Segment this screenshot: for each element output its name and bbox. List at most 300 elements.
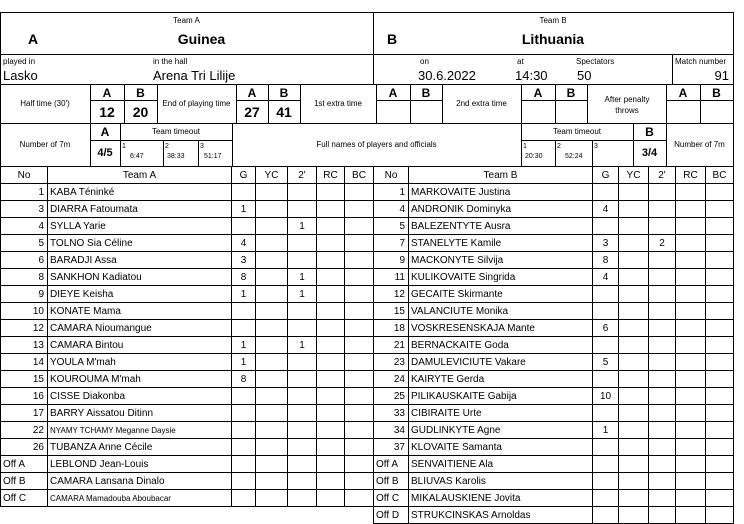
- goals-cell: 4: [593, 201, 619, 218]
- red-card-cell: [676, 218, 706, 235]
- player-number: 9: [374, 252, 409, 269]
- goals-cell: 5: [593, 354, 619, 371]
- yellow-card-cell: [619, 286, 649, 303]
- table-row: [374, 218, 734, 235]
- official-blank-cell: [706, 456, 734, 473]
- extra2-label: 2nd extra time: [456, 99, 507, 108]
- player-number: 9: [1, 286, 48, 303]
- goals-cell: [593, 286, 619, 303]
- official-blank-cell: [649, 490, 676, 507]
- table-row: [374, 337, 734, 354]
- team-b-roster-table: [373, 166, 734, 524]
- official-blank-cell: [649, 456, 676, 473]
- yellow-card-cell: [256, 286, 288, 303]
- goals-cell: [232, 405, 256, 422]
- end-col-b: B: [279, 86, 289, 100]
- col-rc-header: RC: [676, 167, 706, 184]
- player-name: TOLNO Sia Céline: [48, 235, 232, 252]
- official-blank-cell: [676, 473, 706, 490]
- official-blank-cell: [706, 473, 734, 490]
- two-minute-cell: [649, 286, 676, 303]
- goals-cell: 1: [232, 354, 256, 371]
- two-minute-cell: [288, 354, 317, 371]
- two-minute-cell: [649, 405, 676, 422]
- red-card-cell: [317, 184, 345, 201]
- official-name: SENVAITIENE Ala: [409, 456, 593, 473]
- extra1-col-b: B: [421, 86, 431, 100]
- player-name: GUDLINKYTE Agne: [409, 422, 593, 439]
- player-name: KOUROUMA M'mah: [48, 371, 232, 388]
- blue-card-cell: [706, 320, 734, 337]
- official-blank-cell: [619, 473, 649, 490]
- player-name: KABA Téninké: [48, 184, 232, 201]
- player-number: 4: [1, 218, 48, 235]
- player-number: 5: [374, 218, 409, 235]
- red-card-cell: [676, 405, 706, 422]
- col-bc-header: BC: [345, 167, 374, 184]
- official-role: Off A: [374, 456, 409, 473]
- goals-cell: [232, 184, 256, 201]
- red-card-cell: [676, 201, 706, 218]
- goals-cell: [232, 218, 256, 235]
- player-number: 24: [374, 371, 409, 388]
- team-a-header-row: [1, 167, 374, 184]
- half-col-a: A: [102, 86, 112, 100]
- blue-card-cell: [706, 252, 734, 269]
- official-role: Off C: [1, 490, 48, 507]
- two-minute-cell: [288, 303, 317, 320]
- official-row: [1, 473, 374, 490]
- player-name: YOULA M'mah: [48, 354, 232, 371]
- goals-cell: [593, 303, 619, 320]
- player-name: KAIRYTE Gerda: [409, 371, 593, 388]
- official-role: Off B: [374, 473, 409, 490]
- official-name: CAMARA Mamadouba Aboubacar: [48, 490, 232, 507]
- player-number: 23: [374, 354, 409, 371]
- table-row: [374, 439, 734, 456]
- two-minute-cell: [649, 388, 676, 405]
- official-blank-cell: [619, 507, 649, 524]
- col-2min-header: 2': [649, 167, 676, 184]
- yellow-card-cell: [619, 371, 649, 388]
- official-blank-cell: [256, 490, 288, 507]
- two-minute-cell: [649, 184, 676, 201]
- spectators-label: Spectators: [576, 57, 615, 66]
- goals-cell: 6: [593, 320, 619, 337]
- goals-cell: 8: [593, 252, 619, 269]
- player-number: 7: [374, 235, 409, 252]
- goals-cell: [593, 337, 619, 354]
- table-row: [1, 354, 374, 371]
- yellow-card-cell: [619, 422, 649, 439]
- red-card-cell: [676, 422, 706, 439]
- col-goals-header: G: [232, 167, 256, 184]
- official-name: CAMARA Lansana Dinalo: [48, 473, 232, 490]
- table-row: [1, 286, 374, 303]
- hall-value: Arena Tri Lilije: [153, 68, 236, 83]
- timeout-a-2-time: 38:33: [167, 153, 185, 160]
- table-row: [374, 269, 734, 286]
- timeout-a-1-num: 1: [122, 143, 126, 150]
- official-blank-cell: [593, 456, 619, 473]
- table-row: [1, 303, 374, 320]
- blue-card-cell: [345, 405, 374, 422]
- yellow-card-cell: [256, 405, 288, 422]
- yellow-card-cell: [256, 184, 288, 201]
- official-blank-cell: [288, 473, 317, 490]
- table-row: [374, 286, 734, 303]
- goals-cell: [593, 439, 619, 456]
- table-row: [374, 235, 734, 252]
- goals-cell: 1: [232, 337, 256, 354]
- official-blank-cell: [288, 456, 317, 473]
- official-blank-cell: [345, 456, 374, 473]
- table-row: [1, 252, 374, 269]
- timeout-b-2-time: 52:24: [565, 153, 583, 160]
- official-blank-cell: [619, 490, 649, 507]
- two-minute-cell: [288, 371, 317, 388]
- blue-card-cell: [345, 422, 374, 439]
- player-number: 14: [1, 354, 48, 371]
- sevens-value-a: 4/5: [97, 147, 113, 159]
- two-minute-cell: [649, 337, 676, 354]
- timeout-a-3-time: 51:17: [204, 153, 222, 160]
- match-number-value: 91: [714, 68, 729, 83]
- player-name: MACKONYTE Silvija: [409, 252, 593, 269]
- goals-cell: 10: [593, 388, 619, 405]
- blue-card-cell: [345, 303, 374, 320]
- blue-card-cell: [345, 269, 374, 286]
- yellow-card-cell: [256, 337, 288, 354]
- red-card-cell: [317, 405, 345, 422]
- blue-card-cell: [345, 252, 374, 269]
- team-a-letter: A: [28, 31, 39, 47]
- player-number: 37: [374, 439, 409, 456]
- yellow-card-cell: [619, 388, 649, 405]
- red-card-cell: [676, 337, 706, 354]
- official-row: [374, 507, 734, 524]
- timeout-b-1-num: 1: [523, 143, 527, 150]
- blue-card-cell: [706, 303, 734, 320]
- blue-card-cell: [345, 286, 374, 303]
- player-number: 12: [374, 286, 409, 303]
- player-name: DIEYE Keisha: [48, 286, 232, 303]
- timeout-b-2-num: 2: [557, 143, 561, 150]
- player-name: BALEZENTYTE Ausra: [409, 218, 593, 235]
- official-row: [374, 456, 734, 473]
- goals-cell: [593, 218, 619, 235]
- yellow-card-cell: [619, 303, 649, 320]
- player-name: GECAITE Skirmante: [409, 286, 593, 303]
- half-time-label: Half time (30'): [20, 99, 70, 108]
- blue-card-cell: [706, 439, 734, 456]
- team-b-header-row: [374, 167, 734, 184]
- blue-card-cell: [706, 405, 734, 422]
- blue-card-cell: [706, 354, 734, 371]
- blue-card-cell: [345, 371, 374, 388]
- goals-cell: [232, 439, 256, 456]
- official-blank-cell: [317, 473, 345, 490]
- goals-cell: [593, 405, 619, 422]
- player-number: 18: [374, 320, 409, 337]
- official-name: STRUKCINSKAS Arnoldas: [409, 507, 593, 524]
- col-yc-header: YC: [619, 167, 649, 184]
- table-row: [374, 320, 734, 337]
- official-role: Off A: [1, 456, 48, 473]
- player-number: 15: [1, 371, 48, 388]
- two-minute-cell: [288, 184, 317, 201]
- penalty-label: After penalty throws: [604, 95, 650, 115]
- player-name: NYAMY TCHAMY Meganne Daysie: [48, 422, 232, 439]
- goals-cell: [232, 303, 256, 320]
- col-team-b-header: Team B: [409, 167, 593, 184]
- official-role: Off C: [374, 490, 409, 507]
- full-names-label: Full names of players and officials: [316, 140, 437, 149]
- red-card-cell: [317, 371, 345, 388]
- goals-cell: 3: [593, 235, 619, 252]
- team-b-name: Lithuania: [521, 31, 585, 47]
- red-card-cell: [317, 439, 345, 456]
- player-name: DIARRA Fatoumata: [48, 201, 232, 218]
- two-minute-cell: 2: [649, 235, 676, 252]
- table-row: [374, 388, 734, 405]
- player-number: 21: [374, 337, 409, 354]
- official-blank-cell: [317, 456, 345, 473]
- two-minute-cell: [288, 252, 317, 269]
- sevens-value-b: 3/4: [641, 147, 658, 159]
- red-card-cell: [676, 184, 706, 201]
- yellow-card-cell: [256, 371, 288, 388]
- table-row: [1, 218, 374, 235]
- red-card-cell: [676, 252, 706, 269]
- official-blank-cell: [317, 490, 345, 507]
- col-bc-header: BC: [706, 167, 734, 184]
- blue-card-cell: [345, 184, 374, 201]
- two-minute-cell: [649, 201, 676, 218]
- col-no-header: No: [374, 167, 409, 184]
- yellow-card-cell: [256, 303, 288, 320]
- goals-cell: 4: [593, 269, 619, 286]
- col-2min-header: 2': [288, 167, 317, 184]
- player-name: DAMULEVICIUTE Vakare: [409, 354, 593, 371]
- yellow-card-cell: [256, 320, 288, 337]
- blue-card-cell: [706, 269, 734, 286]
- player-number: 4: [374, 201, 409, 218]
- table-row: [1, 439, 374, 456]
- table-row: [374, 371, 734, 388]
- two-minute-cell: [649, 252, 676, 269]
- official-blank-cell: [676, 456, 706, 473]
- yellow-card-cell: [256, 439, 288, 456]
- official-blank-cell: [593, 507, 619, 524]
- two-minute-cell: [649, 439, 676, 456]
- player-name: VALANCIUTE Monika: [409, 303, 593, 320]
- player-number: 3: [1, 201, 48, 218]
- player-name: MARKOVAITE Justina: [409, 184, 593, 201]
- player-name: CIBIRAITE Urte: [409, 405, 593, 422]
- player-name: CAMARA Bintou: [48, 337, 232, 354]
- player-number: 25: [374, 388, 409, 405]
- blue-card-cell: [706, 184, 734, 201]
- red-card-cell: [317, 320, 345, 337]
- timeout-a-1: [122, 142, 144, 162]
- two-minute-cell: [288, 405, 317, 422]
- red-card-cell: [317, 218, 345, 235]
- red-card-cell: [317, 422, 345, 439]
- blue-card-cell: [706, 286, 734, 303]
- player-name: KULIKOVAITE Singrida: [409, 269, 593, 286]
- half-score-b: 20: [132, 104, 149, 120]
- goals-cell: 1: [232, 201, 256, 218]
- yellow-card-cell: [256, 269, 288, 286]
- official-role: Off B: [1, 473, 48, 490]
- official-blank-cell: [256, 473, 288, 490]
- player-name: CAMARA Nioumangue: [48, 320, 232, 337]
- penalty-col-a: A: [678, 86, 688, 100]
- official-blank-cell: [256, 456, 288, 473]
- player-number: 16: [1, 388, 48, 405]
- played-in-label: played in: [3, 57, 36, 66]
- table-row: [1, 184, 374, 201]
- two-minute-cell: [649, 269, 676, 286]
- player-number: 17: [1, 405, 48, 422]
- table-row: [374, 303, 734, 320]
- table-row: [374, 422, 734, 439]
- yellow-card-cell: [619, 218, 649, 235]
- yellow-card-cell: [256, 235, 288, 252]
- two-minute-cell: [288, 388, 317, 405]
- yellow-card-cell: [256, 201, 288, 218]
- timeout-b-2: [557, 142, 583, 162]
- yellow-card-cell: [619, 337, 649, 354]
- table-row: [1, 388, 374, 405]
- yellow-card-cell: [619, 252, 649, 269]
- red-card-cell: [317, 201, 345, 218]
- table-row: [1, 235, 374, 252]
- red-card-cell: [317, 303, 345, 320]
- goals-cell: 8: [232, 371, 256, 388]
- player-name: BARADJI Assa: [48, 252, 232, 269]
- player-number: 13: [1, 337, 48, 354]
- yellow-card-cell: [256, 388, 288, 405]
- player-name: SANKHON Kadiatou: [48, 269, 232, 286]
- blue-card-cell: [706, 388, 734, 405]
- two-minute-cell: [288, 422, 317, 439]
- table-row: [1, 320, 374, 337]
- goals-cell: [593, 184, 619, 201]
- red-card-cell: [317, 388, 345, 405]
- yellow-card-cell: [619, 320, 649, 337]
- timeout-label-b: Team timeout: [552, 127, 602, 136]
- table-row: [1, 337, 374, 354]
- red-card-cell: [317, 269, 345, 286]
- official-row: [1, 490, 374, 507]
- blue-card-cell: [345, 354, 374, 371]
- two-minute-cell: [649, 303, 676, 320]
- col-rc-header: RC: [317, 167, 345, 184]
- half-col-b: B: [136, 86, 145, 100]
- goals-cell: 1: [593, 422, 619, 439]
- played-in-value: Lasko: [3, 68, 38, 83]
- player-number: 10: [1, 303, 48, 320]
- yellow-card-cell: [619, 184, 649, 201]
- match-number-label: Match number: [675, 57, 727, 66]
- goals-cell: 3: [232, 252, 256, 269]
- official-blank-cell: [619, 456, 649, 473]
- table-row: [374, 354, 734, 371]
- player-number: 8: [1, 269, 48, 286]
- table-row: [374, 252, 734, 269]
- extra1-label: 1st extra time: [313, 99, 362, 108]
- two-minute-cell: 1: [288, 337, 317, 354]
- blue-card-cell: [345, 235, 374, 252]
- red-card-cell: [676, 303, 706, 320]
- official-blank-cell: [345, 473, 374, 490]
- timeout-a-3: [200, 142, 222, 162]
- extra2-col-b: B: [566, 86, 576, 100]
- two-minute-cell: 1: [288, 218, 317, 235]
- blue-card-cell: [345, 201, 374, 218]
- table-row: [374, 201, 734, 218]
- red-card-cell: [317, 235, 345, 252]
- official-row: [374, 473, 734, 490]
- two-minute-cell: [649, 354, 676, 371]
- official-blank-cell: [649, 473, 676, 490]
- player-name: TUBANZA Anne Cécile: [48, 439, 232, 456]
- sevens-label-b: Number of 7m: [674, 140, 725, 149]
- time-value: 14:30: [515, 68, 548, 83]
- sevens-col-b: B: [645, 125, 654, 139]
- two-minute-cell: [649, 422, 676, 439]
- player-name: KONATE Mama: [48, 303, 232, 320]
- official-blank-cell: [345, 490, 374, 507]
- sevens-label-a: Number of 7m: [19, 140, 71, 149]
- player-number: 33: [374, 405, 409, 422]
- official-name: LEBLOND Jean-Louis: [48, 456, 232, 473]
- table-row: [1, 405, 374, 422]
- timeout-label-a: Team timeout: [151, 127, 201, 136]
- player-name: VOSKRESENSKAJA Mante: [409, 320, 593, 337]
- red-card-cell: [317, 252, 345, 269]
- blue-card-cell: [345, 439, 374, 456]
- official-row: [1, 456, 374, 473]
- two-minute-cell: [288, 201, 317, 218]
- player-number: 26: [1, 439, 48, 456]
- player-name: SYLLA Yarie: [48, 218, 232, 235]
- goals-cell: [232, 320, 256, 337]
- blue-card-cell: [706, 337, 734, 354]
- red-card-cell: [676, 388, 706, 405]
- two-minute-cell: 1: [288, 269, 317, 286]
- two-minute-cell: [649, 218, 676, 235]
- extra2-col-a: A: [533, 86, 543, 100]
- yellow-card-cell: [619, 405, 649, 422]
- official-blank-cell: [232, 490, 256, 507]
- official-blank-cell: [593, 490, 619, 507]
- blue-card-cell: [706, 218, 734, 235]
- official-blank-cell: [232, 456, 256, 473]
- goals-cell: 8: [232, 269, 256, 286]
- spectators-value: 50: [577, 68, 592, 83]
- official-blank-cell: [706, 507, 734, 524]
- player-name: STANELYTE Kamile: [409, 235, 593, 252]
- yellow-card-cell: [256, 354, 288, 371]
- goals-cell: 1: [232, 286, 256, 303]
- official-blank-cell: [676, 507, 706, 524]
- official-row: [374, 490, 734, 507]
- official-blank-cell: [593, 473, 619, 490]
- player-number: 34: [374, 422, 409, 439]
